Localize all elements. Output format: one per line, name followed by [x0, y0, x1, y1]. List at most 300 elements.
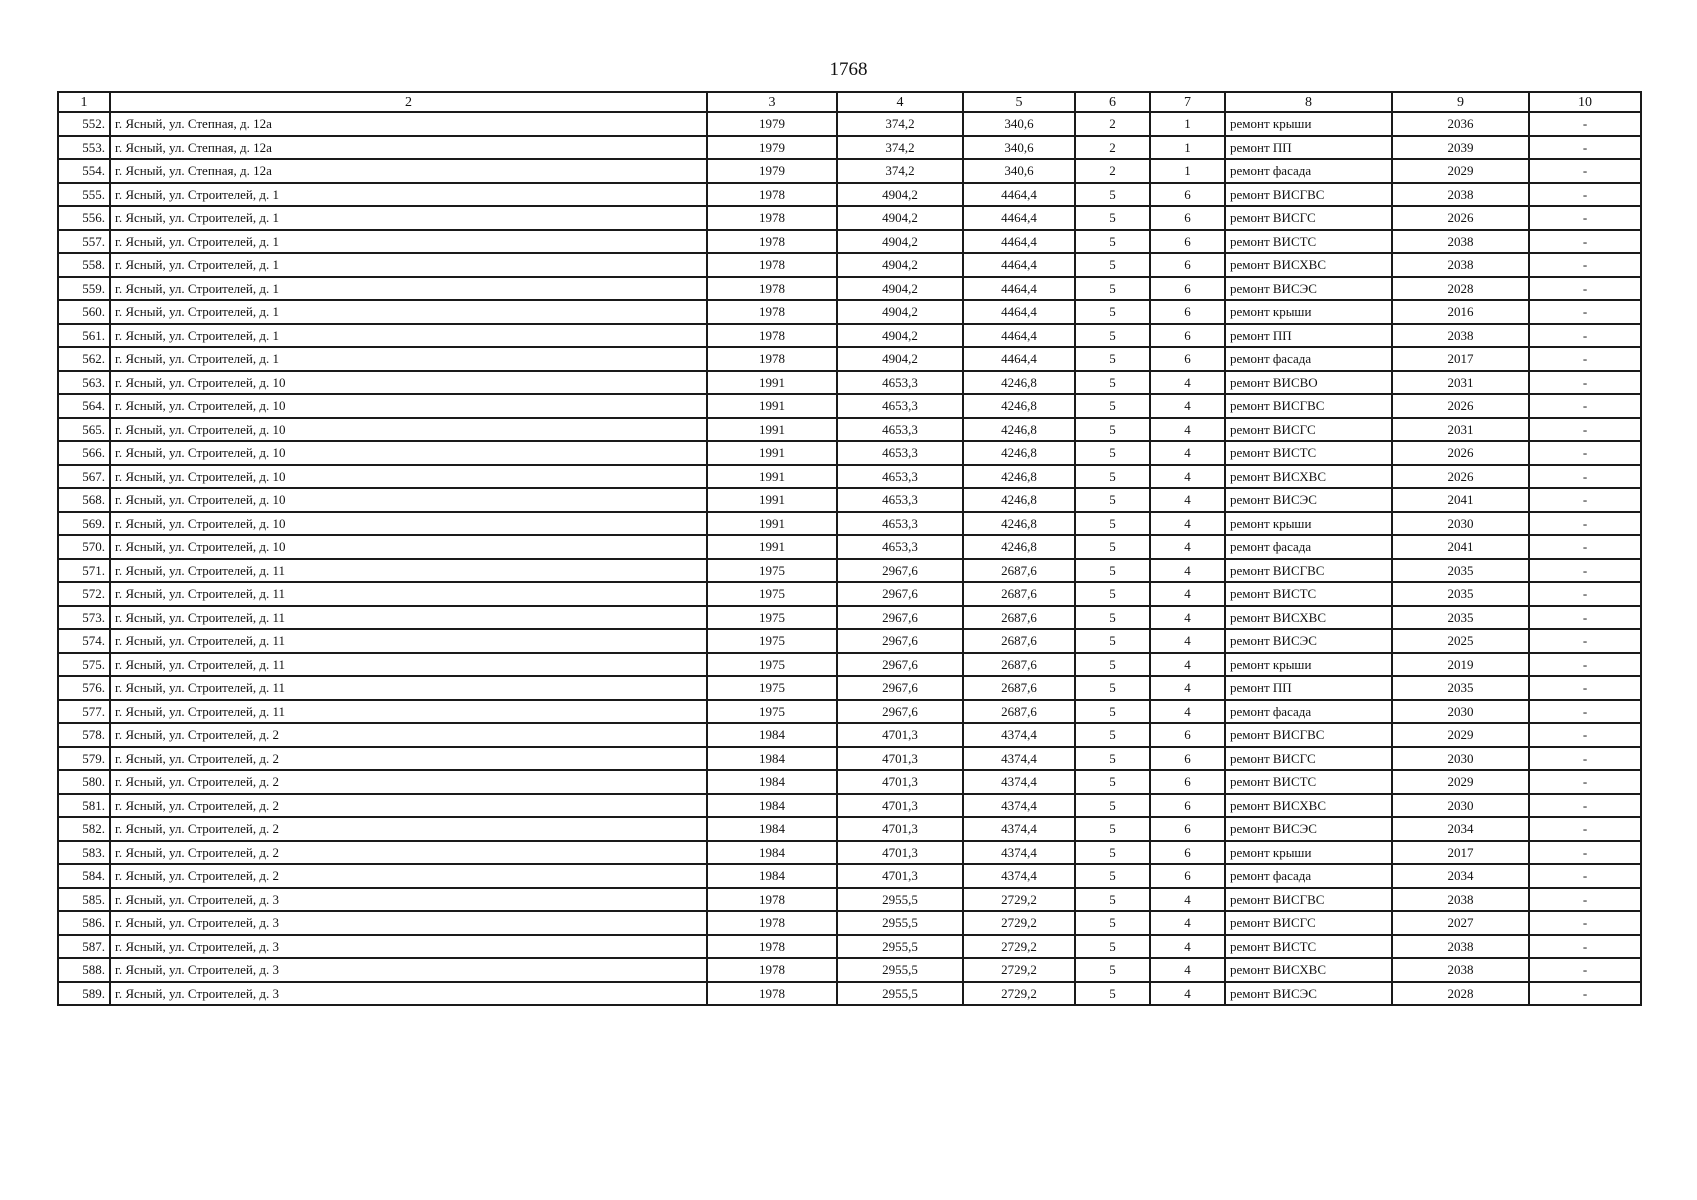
note-cell: - [1529, 159, 1641, 183]
work-type-cell: ремонт крыши [1225, 653, 1392, 677]
living-area-cell: 4374,4 [963, 864, 1075, 888]
year-cell: 1991 [707, 488, 837, 512]
row-number-cell: 553. [58, 136, 110, 160]
row-number-cell: 573. [58, 606, 110, 630]
table-row [58, 253, 1641, 277]
note-cell: - [1529, 582, 1641, 606]
entrances-cell: 6 [1150, 864, 1225, 888]
living-area-cell: 4464,4 [963, 347, 1075, 371]
work-type-cell: ремонт ВИСЭС [1225, 817, 1392, 841]
entrances-cell: 4 [1150, 394, 1225, 418]
row-number-cell: 582. [58, 817, 110, 841]
note-cell: - [1529, 817, 1641, 841]
row-number-cell: 584. [58, 864, 110, 888]
living-area-cell: 2729,2 [963, 888, 1075, 912]
year-cell: 1975 [707, 582, 837, 606]
living-area-cell: 4246,8 [963, 394, 1075, 418]
planned-year-cell: 2041 [1392, 535, 1529, 559]
entrances-cell: 6 [1150, 253, 1225, 277]
address-cell: г. Ясный, ул. Строителей, д. 11 [110, 676, 707, 700]
work-type-cell: ремонт ВИСГВС [1225, 559, 1392, 583]
living-area-cell: 2687,6 [963, 629, 1075, 653]
entrances-cell: 6 [1150, 770, 1225, 794]
work-type-cell: ремонт ВИСТС [1225, 770, 1392, 794]
floors-cell: 2 [1075, 136, 1150, 160]
total-area-cell: 2955,5 [837, 888, 963, 912]
planned-year-cell: 2029 [1392, 723, 1529, 747]
work-type-cell: ремонт ВИСГВС [1225, 394, 1392, 418]
note-cell: - [1529, 700, 1641, 724]
note-cell: - [1529, 841, 1641, 865]
year-cell: 1978 [707, 230, 837, 254]
address-cell: г. Ясный, ул. Строителей, д. 10 [110, 418, 707, 442]
table-row [58, 535, 1641, 559]
living-area-cell: 4374,4 [963, 770, 1075, 794]
floors-cell: 5 [1075, 582, 1150, 606]
note-cell: - [1529, 324, 1641, 348]
entrances-cell: 6 [1150, 723, 1225, 747]
table-row [58, 911, 1641, 935]
total-area-cell: 4653,3 [837, 371, 963, 395]
work-type-cell: ремонт фасада [1225, 535, 1392, 559]
note-cell: - [1529, 183, 1641, 207]
floors-cell: 5 [1075, 253, 1150, 277]
table-row [58, 653, 1641, 677]
total-area-cell: 4904,2 [837, 324, 963, 348]
planned-year-cell: 2029 [1392, 770, 1529, 794]
planned-year-cell: 2035 [1392, 606, 1529, 630]
planned-year-cell: 2038 [1392, 253, 1529, 277]
address-cell: г. Ясный, ул. Строителей, д. 2 [110, 864, 707, 888]
work-type-cell: ремонт фасада [1225, 864, 1392, 888]
entrances-cell: 6 [1150, 230, 1225, 254]
table-row [58, 559, 1641, 583]
year-cell: 1978 [707, 347, 837, 371]
living-area-cell: 4464,4 [963, 206, 1075, 230]
year-cell: 1978 [707, 911, 837, 935]
living-area-cell: 2687,6 [963, 676, 1075, 700]
planned-year-cell: 2017 [1392, 347, 1529, 371]
entrances-cell: 4 [1150, 559, 1225, 583]
entrances-cell: 4 [1150, 982, 1225, 1006]
planned-year-cell: 2038 [1392, 888, 1529, 912]
floors-cell: 5 [1075, 794, 1150, 818]
total-area-cell: 2955,5 [837, 958, 963, 982]
row-number-cell: 562. [58, 347, 110, 371]
total-area-cell: 2955,5 [837, 982, 963, 1006]
floors-cell: 5 [1075, 324, 1150, 348]
table-row [58, 770, 1641, 794]
year-cell: 1984 [707, 794, 837, 818]
floors-cell: 5 [1075, 394, 1150, 418]
year-cell: 1975 [707, 606, 837, 630]
total-area-cell: 4904,2 [837, 183, 963, 207]
living-area-cell: 2729,2 [963, 911, 1075, 935]
row-number-cell: 557. [58, 230, 110, 254]
floors-cell: 5 [1075, 864, 1150, 888]
year-cell: 1978 [707, 982, 837, 1006]
living-area-cell: 2687,6 [963, 582, 1075, 606]
living-area-cell: 2729,2 [963, 982, 1075, 1006]
year-cell: 1991 [707, 465, 837, 489]
note-cell: - [1529, 911, 1641, 935]
living-area-cell: 4246,8 [963, 418, 1075, 442]
entrances-cell: 4 [1150, 935, 1225, 959]
total-area-cell: 4904,2 [837, 347, 963, 371]
table-row [58, 347, 1641, 371]
address-cell: г. Ясный, ул. Строителей, д. 10 [110, 394, 707, 418]
total-area-cell: 374,2 [837, 159, 963, 183]
living-area-cell: 340,6 [963, 159, 1075, 183]
total-area-cell: 2955,5 [837, 911, 963, 935]
note-cell: - [1529, 747, 1641, 771]
work-type-cell: ремонт ВИСГС [1225, 911, 1392, 935]
address-cell: г. Ясный, ул. Строителей, д. 11 [110, 629, 707, 653]
note-cell: - [1529, 629, 1641, 653]
work-type-cell: ремонт ВИСТС [1225, 230, 1392, 254]
note-cell: - [1529, 394, 1641, 418]
year-cell: 1984 [707, 747, 837, 771]
floors-cell: 5 [1075, 606, 1150, 630]
table-row [58, 488, 1641, 512]
living-area-cell: 4374,4 [963, 817, 1075, 841]
register-table [57, 91, 1642, 1006]
living-area-cell: 2687,6 [963, 559, 1075, 583]
note-cell: - [1529, 253, 1641, 277]
work-type-cell: ремонт ВИСХВС [1225, 958, 1392, 982]
entrances-cell: 4 [1150, 371, 1225, 395]
address-cell: г. Ясный, ул. Строителей, д. 2 [110, 794, 707, 818]
living-area-cell: 2729,2 [963, 935, 1075, 959]
entrances-cell: 4 [1150, 418, 1225, 442]
year-cell: 1978 [707, 206, 837, 230]
total-area-cell: 4653,3 [837, 465, 963, 489]
row-number-cell: 575. [58, 653, 110, 677]
note-cell: - [1529, 606, 1641, 630]
table-row [58, 371, 1641, 395]
note-cell: - [1529, 794, 1641, 818]
year-cell: 1991 [707, 371, 837, 395]
year-cell: 1984 [707, 723, 837, 747]
total-area-cell: 4904,2 [837, 300, 963, 324]
work-type-cell: ремонт ВИСЭС [1225, 982, 1392, 1006]
total-area-cell: 4653,3 [837, 441, 963, 465]
column-header-3: 3 [707, 92, 837, 112]
address-cell: г. Ясный, ул. Степная, д. 12а [110, 112, 707, 136]
work-type-cell: ремонт ВИСТС [1225, 935, 1392, 959]
floors-cell: 5 [1075, 488, 1150, 512]
note-cell: - [1529, 112, 1641, 136]
entrances-cell: 6 [1150, 794, 1225, 818]
entrances-cell: 4 [1150, 488, 1225, 512]
column-header-2: 2 [110, 92, 707, 112]
living-area-cell: 4464,4 [963, 183, 1075, 207]
living-area-cell: 4374,4 [963, 794, 1075, 818]
row-number-cell: 569. [58, 512, 110, 536]
work-type-cell: ремонт ВИСХВС [1225, 253, 1392, 277]
row-number-cell: 565. [58, 418, 110, 442]
row-number-cell: 561. [58, 324, 110, 348]
table-row [58, 159, 1641, 183]
address-cell: г. Ясный, ул. Строителей, д. 1 [110, 206, 707, 230]
address-cell: г. Ясный, ул. Строителей, д. 3 [110, 958, 707, 982]
total-area-cell: 4701,3 [837, 864, 963, 888]
total-area-cell: 374,2 [837, 136, 963, 160]
entrances-cell: 4 [1150, 441, 1225, 465]
planned-year-cell: 2035 [1392, 582, 1529, 606]
row-number-cell: 558. [58, 253, 110, 277]
entrances-cell: 6 [1150, 817, 1225, 841]
row-number-cell: 574. [58, 629, 110, 653]
page-number: 1768 [829, 59, 868, 80]
planned-year-cell: 2028 [1392, 982, 1529, 1006]
floors-cell: 5 [1075, 535, 1150, 559]
table-row [58, 700, 1641, 724]
work-type-cell: ремонт ВИСГС [1225, 206, 1392, 230]
floors-cell: 5 [1075, 653, 1150, 677]
planned-year-cell: 2035 [1392, 559, 1529, 583]
entrances-cell: 4 [1150, 512, 1225, 536]
living-area-cell: 4246,8 [963, 465, 1075, 489]
work-type-cell: ремонт ВИСХВС [1225, 794, 1392, 818]
planned-year-cell: 2028 [1392, 277, 1529, 301]
note-cell: - [1529, 535, 1641, 559]
living-area-cell: 4464,4 [963, 300, 1075, 324]
note-cell: - [1529, 888, 1641, 912]
row-number-cell: 572. [58, 582, 110, 606]
planned-year-cell: 2026 [1392, 465, 1529, 489]
planned-year-cell: 2016 [1392, 300, 1529, 324]
entrances-cell: 6 [1150, 324, 1225, 348]
total-area-cell: 4701,3 [837, 747, 963, 771]
floors-cell: 5 [1075, 676, 1150, 700]
row-number-cell: 578. [58, 723, 110, 747]
year-cell: 1978 [707, 183, 837, 207]
note-cell: - [1529, 935, 1641, 959]
entrances-cell: 4 [1150, 888, 1225, 912]
total-area-cell: 4653,3 [837, 488, 963, 512]
floors-cell: 5 [1075, 747, 1150, 771]
total-area-cell: 4701,3 [837, 817, 963, 841]
planned-year-cell: 2038 [1392, 324, 1529, 348]
living-area-cell: 4246,8 [963, 441, 1075, 465]
address-cell: г. Ясный, ул. Строителей, д. 10 [110, 465, 707, 489]
living-area-cell: 4374,4 [963, 841, 1075, 865]
work-type-cell: ремонт ВИСХВС [1225, 465, 1392, 489]
floors-cell: 5 [1075, 441, 1150, 465]
year-cell: 1979 [707, 112, 837, 136]
row-number-cell: 576. [58, 676, 110, 700]
living-area-cell: 4246,8 [963, 488, 1075, 512]
work-type-cell: ремонт ВИСХВС [1225, 606, 1392, 630]
address-cell: г. Ясный, ул. Строителей, д. 2 [110, 723, 707, 747]
total-area-cell: 2967,6 [837, 629, 963, 653]
address-cell: г. Ясный, ул. Строителей, д. 11 [110, 653, 707, 677]
living-area-cell: 4374,4 [963, 723, 1075, 747]
floors-cell: 5 [1075, 935, 1150, 959]
year-cell: 1978 [707, 300, 837, 324]
floors-cell: 5 [1075, 183, 1150, 207]
address-cell: г. Ясный, ул. Строителей, д. 1 [110, 230, 707, 254]
planned-year-cell: 2041 [1392, 488, 1529, 512]
note-cell: - [1529, 958, 1641, 982]
address-cell: г. Ясный, ул. Строителей, д. 2 [110, 817, 707, 841]
row-number-cell: 554. [58, 159, 110, 183]
address-cell: г. Ясный, ул. Строителей, д. 10 [110, 441, 707, 465]
note-cell: - [1529, 418, 1641, 442]
floors-cell: 5 [1075, 300, 1150, 324]
row-number-cell: 587. [58, 935, 110, 959]
table-row [58, 465, 1641, 489]
planned-year-cell: 2030 [1392, 794, 1529, 818]
work-type-cell: ремонт фасада [1225, 159, 1392, 183]
entrances-cell: 6 [1150, 347, 1225, 371]
table-row [58, 864, 1641, 888]
year-cell: 1991 [707, 394, 837, 418]
address-cell: г. Ясный, ул. Строителей, д. 1 [110, 277, 707, 301]
row-number-cell: 588. [58, 958, 110, 982]
year-cell: 1975 [707, 629, 837, 653]
floors-cell: 5 [1075, 512, 1150, 536]
note-cell: - [1529, 441, 1641, 465]
entrances-cell: 1 [1150, 136, 1225, 160]
floors-cell: 5 [1075, 371, 1150, 395]
column-header-7: 7 [1150, 92, 1225, 112]
table-row [58, 888, 1641, 912]
total-area-cell: 4701,3 [837, 723, 963, 747]
year-cell: 1984 [707, 817, 837, 841]
header-row [58, 92, 1641, 112]
address-cell: г. Ясный, ул. Строителей, д. 10 [110, 488, 707, 512]
table-row [58, 418, 1641, 442]
planned-year-cell: 2026 [1392, 206, 1529, 230]
column-header-1: 1 [58, 92, 110, 112]
entrances-cell: 4 [1150, 629, 1225, 653]
row-number-cell: 566. [58, 441, 110, 465]
planned-year-cell: 2029 [1392, 159, 1529, 183]
entrances-cell: 6 [1150, 277, 1225, 301]
year-cell: 1984 [707, 864, 837, 888]
work-type-cell: ремонт ВИСВО [1225, 371, 1392, 395]
address-cell: г. Ясный, ул. Строителей, д. 11 [110, 700, 707, 724]
work-type-cell: ремонт ПП [1225, 136, 1392, 160]
floors-cell: 5 [1075, 770, 1150, 794]
row-number-cell: 580. [58, 770, 110, 794]
entrances-cell: 4 [1150, 582, 1225, 606]
planned-year-cell: 2036 [1392, 112, 1529, 136]
address-cell: г. Ясный, ул. Строителей, д. 1 [110, 347, 707, 371]
row-number-cell: 577. [58, 700, 110, 724]
floors-cell: 5 [1075, 465, 1150, 489]
note-cell: - [1529, 230, 1641, 254]
year-cell: 1991 [707, 441, 837, 465]
total-area-cell: 4701,3 [837, 794, 963, 818]
entrances-cell: 6 [1150, 206, 1225, 230]
living-area-cell: 340,6 [963, 136, 1075, 160]
year-cell: 1978 [707, 958, 837, 982]
table-row [58, 206, 1641, 230]
table-row [58, 817, 1641, 841]
planned-year-cell: 2035 [1392, 676, 1529, 700]
planned-year-cell: 2025 [1392, 629, 1529, 653]
year-cell: 1978 [707, 277, 837, 301]
column-header-6: 6 [1075, 92, 1150, 112]
address-cell: г. Ясный, ул. Степная, д. 12а [110, 159, 707, 183]
planned-year-cell: 2026 [1392, 441, 1529, 465]
work-type-cell: ремонт ВИСЭС [1225, 629, 1392, 653]
work-type-cell: ремонт ВИСГВС [1225, 723, 1392, 747]
row-number-cell: 556. [58, 206, 110, 230]
floors-cell: 5 [1075, 817, 1150, 841]
floors-cell: 5 [1075, 723, 1150, 747]
entrances-cell: 4 [1150, 465, 1225, 489]
work-type-cell: ремонт ВИСЭС [1225, 488, 1392, 512]
row-number-cell: 559. [58, 277, 110, 301]
note-cell: - [1529, 136, 1641, 160]
column-header-5: 5 [963, 92, 1075, 112]
planned-year-cell: 2038 [1392, 935, 1529, 959]
floors-cell: 5 [1075, 206, 1150, 230]
address-cell: г. Ясный, ул. Строителей, д. 10 [110, 535, 707, 559]
table-body [58, 112, 1641, 1005]
row-number-cell: 581. [58, 794, 110, 818]
total-area-cell: 2955,5 [837, 935, 963, 959]
total-area-cell: 4904,2 [837, 277, 963, 301]
total-area-cell: 4653,3 [837, 535, 963, 559]
address-cell: г. Ясный, ул. Строителей, д. 1 [110, 183, 707, 207]
table-row [58, 747, 1641, 771]
total-area-cell: 2967,6 [837, 676, 963, 700]
entrances-cell: 4 [1150, 700, 1225, 724]
note-cell: - [1529, 300, 1641, 324]
entrances-cell: 4 [1150, 535, 1225, 559]
row-number-cell: 552. [58, 112, 110, 136]
living-area-cell: 2687,6 [963, 700, 1075, 724]
floors-cell: 5 [1075, 958, 1150, 982]
row-number-cell: 570. [58, 535, 110, 559]
address-cell: г. Ясный, ул. Строителей, д. 3 [110, 982, 707, 1006]
note-cell: - [1529, 512, 1641, 536]
note-cell: - [1529, 864, 1641, 888]
planned-year-cell: 2030 [1392, 512, 1529, 536]
table-row [58, 841, 1641, 865]
year-cell: 1984 [707, 770, 837, 794]
total-area-cell: 4701,3 [837, 770, 963, 794]
row-number-cell: 589. [58, 982, 110, 1006]
address-cell: г. Ясный, ул. Степная, д. 12а [110, 136, 707, 160]
work-type-cell: ремонт фасада [1225, 700, 1392, 724]
year-cell: 1984 [707, 841, 837, 865]
column-header-9: 9 [1392, 92, 1529, 112]
total-area-cell: 4701,3 [837, 841, 963, 865]
row-number-cell: 583. [58, 841, 110, 865]
entrances-cell: 6 [1150, 841, 1225, 865]
row-number-cell: 579. [58, 747, 110, 771]
floors-cell: 5 [1075, 888, 1150, 912]
floors-cell: 5 [1075, 347, 1150, 371]
total-area-cell: 4653,3 [837, 512, 963, 536]
address-cell: г. Ясный, ул. Строителей, д. 3 [110, 911, 707, 935]
column-header-8: 8 [1225, 92, 1392, 112]
work-type-cell: ремонт крыши [1225, 300, 1392, 324]
year-cell: 1975 [707, 559, 837, 583]
total-area-cell: 4904,2 [837, 230, 963, 254]
table-row [58, 512, 1641, 536]
living-area-cell: 2687,6 [963, 606, 1075, 630]
table-row [58, 958, 1641, 982]
work-type-cell: ремонт ПП [1225, 676, 1392, 700]
entrances-cell: 6 [1150, 300, 1225, 324]
